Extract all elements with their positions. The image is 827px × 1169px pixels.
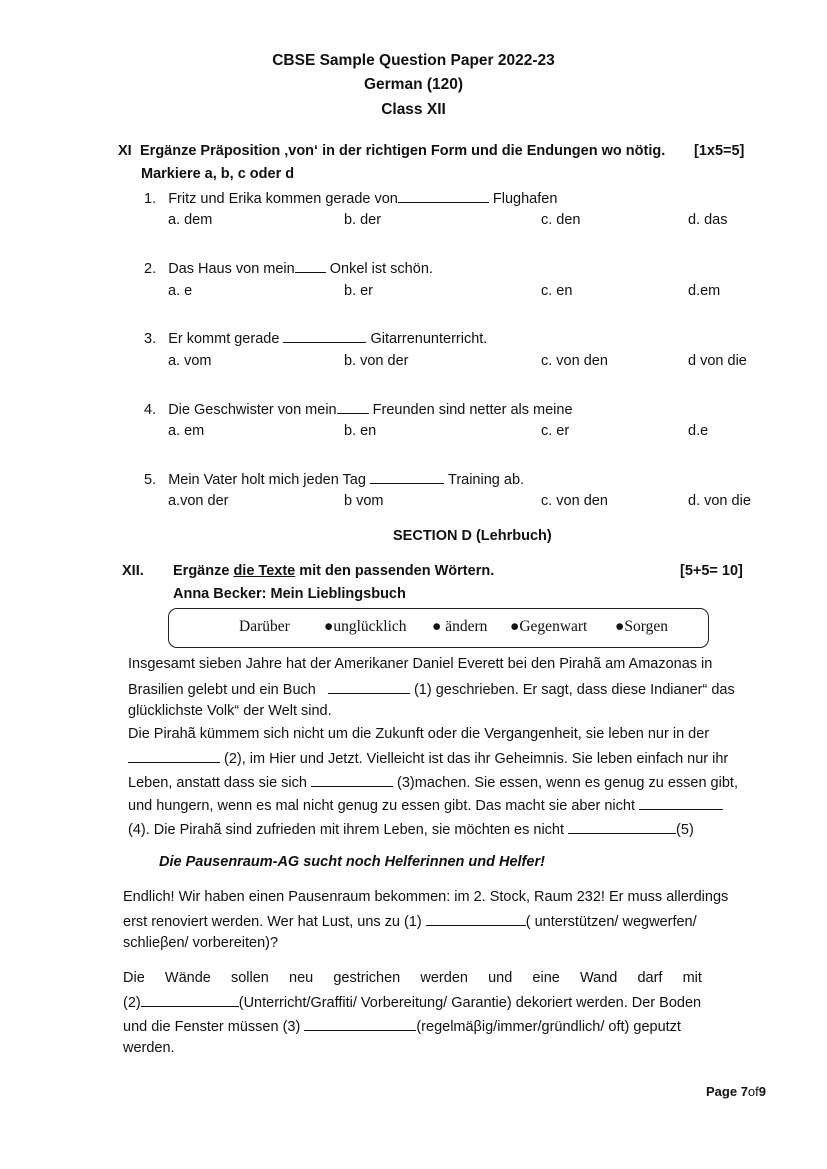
question-text-end: Training ab. [448, 472, 525, 488]
section-xii-marks: [5+5= 10] [680, 563, 743, 579]
option-b[interactable]: b. en [344, 423, 377, 439]
text1-line: glücklichste Volk“ der Welt sind. [128, 703, 332, 719]
section-xi-marks: [1x5=5] [694, 143, 745, 159]
option-d[interactable]: d. von die [688, 493, 751, 509]
question-text: Mein Vater holt mich jeden Tag [168, 472, 366, 488]
text2-line: erst renoviert werden. Wer hat Lust, uns zu (1) ( unterstützen/ wegwerfen/ [123, 914, 697, 930]
option-b[interactable]: b. er [344, 283, 374, 299]
option-c[interactable]: c. er [541, 423, 570, 439]
word-bank-box [168, 608, 709, 648]
option-a[interactable]: a. em [168, 423, 205, 439]
section-xi-number: XI [118, 143, 132, 159]
question-3 [144, 329, 487, 347]
answer-blank[interactable] [568, 820, 676, 834]
text2-line: (2) (Unterricht/Graffiti/ Vorbereitung/ Garantie) dekoriert werden. Der Boden [123, 995, 702, 1011]
option-c[interactable]: c. en [541, 283, 573, 299]
answer-blank[interactable] [141, 993, 239, 1007]
answer-blank[interactable] [304, 1017, 416, 1031]
text1-line: Brasilien gelebt und ein Buch (1) geschrieben. Er sagt, dass diese Indianer“ das [128, 682, 735, 698]
question-2 [144, 259, 433, 277]
option-c[interactable]: c. von den [541, 493, 608, 509]
text2-line: Endlich! Wir haben einen Pausenraum bekommen: im 2. Stock, Raum 232! Er muss allerdings [123, 889, 729, 905]
option-b[interactable]: b vom [344, 493, 384, 509]
text1-line: und hungern, wenn es mal nicht genug zu essen gibt. Das macht sie aber nicht [128, 796, 723, 814]
question-1 [144, 189, 557, 207]
question-text-end: Flughafen [492, 191, 558, 207]
word-bank-item: Darüber [239, 618, 290, 635]
section-xii-number: XII. [122, 563, 144, 579]
word-bank-item: ● ändern [432, 618, 488, 635]
section-xii-instruction: Ergänze die Texte mit den passenden Wörtern. [173, 563, 495, 579]
answer-blank[interactable] [370, 470, 444, 484]
page-number: Page 7of9 [706, 1084, 766, 1099]
section-xi-instruction: Ergänze Präposition ‚von‘ in der richtigen Form und die Endungen wo nötig. [140, 143, 666, 159]
text1-line: (4). Die Pirahã sind zufrieden mit ihrem Leben, sie möchten es nicht (5) [128, 822, 694, 838]
answer-blank[interactable] [328, 680, 410, 694]
text1-line: Die Pirahã kümmem sich nicht um die Zukunft oder die Vergangenheit, sie leben nur in der [128, 726, 710, 742]
text1-line: Insgesamt sieben Jahre hat der Amerikaner Daniel Everett bei den Pirahã am Amazonas in [128, 656, 713, 672]
question-number: 1. [144, 191, 157, 207]
question-text: Das Haus von mein [168, 261, 295, 277]
answer-blank[interactable] [283, 329, 366, 343]
paper-title: CBSE Sample Question Paper 2022-23 [272, 52, 555, 69]
option-d[interactable]: d.e [688, 423, 709, 439]
question-text: Die Geschwister von mein [168, 402, 337, 418]
question-text: Er kommt gerade [168, 331, 280, 347]
question-text-end: Gitarrenunterricht. [370, 331, 488, 347]
section-xii-subtitle: Anna Becker: Mein Lieblingsbuch [173, 586, 406, 602]
text2-line: werden. [123, 1040, 175, 1056]
word-bank-item: ●Gegenwart [510, 618, 588, 635]
question-number: 3. [144, 331, 157, 347]
ad-title: Die Pausenraum-AG sucht noch Helferinnen und Helfer! [159, 854, 545, 870]
question-number: 4. [144, 402, 157, 418]
option-c[interactable]: c. von den [541, 353, 608, 369]
answer-blank[interactable] [426, 912, 526, 926]
answer-blank[interactable] [311, 773, 393, 787]
option-a[interactable]: a. dem [168, 212, 213, 228]
option-a[interactable]: a. vom [168, 353, 212, 369]
question-text-end: Onkel ist schön. [329, 261, 433, 277]
option-d[interactable]: d.em [688, 283, 721, 299]
section-xi-sub-instruction: Markiere a, b, c oder d [141, 166, 295, 182]
question-5 [144, 470, 524, 488]
subject-title: German (120) [363, 76, 464, 93]
class-title: Class XII [381, 101, 446, 118]
text2-line: Die Wände sollen neu gestrichen werden und eine Wand darf mit [123, 970, 702, 986]
question-text: Fritz und Erika kommen gerade von [168, 191, 398, 207]
option-a[interactable]: a. e [168, 283, 193, 299]
answer-blank[interactable] [639, 796, 723, 810]
text1-line: Leben, anstatt dass sie sich (3)machen. Sie essen, wenn es genug zu essen gibt, [128, 775, 738, 791]
option-a[interactable]: a.von der [168, 493, 229, 509]
text2-line: und die Fenster müssen (3) (regelmäβig/immer/gründlich/ oft) geputzt [123, 1019, 681, 1035]
text2-line: schlieβen/ vorbereiten)? [123, 935, 279, 951]
answer-blank[interactable] [337, 400, 369, 414]
answer-blank[interactable] [128, 749, 220, 763]
option-b[interactable]: b. von der [344, 353, 409, 369]
answer-blank[interactable] [295, 259, 326, 273]
section-d-title: SECTION D (Lehrbuch) [393, 528, 552, 544]
question-4 [144, 400, 573, 418]
word-bank-item: ●Sorgen [615, 618, 668, 635]
answer-blank[interactable] [398, 189, 489, 203]
option-c[interactable]: c. den [541, 212, 581, 228]
text1-line: (2), im Hier und Jetzt. Vielleicht ist das ihr Geheimnis. Sie leben einfach nur ihr [128, 749, 728, 767]
option-d[interactable]: d. das [688, 212, 728, 228]
question-number: 2. [144, 261, 157, 277]
word-bank-item: ●unglücklich [324, 618, 407, 635]
option-b[interactable]: b. der [344, 212, 382, 228]
option-d[interactable]: d von die [688, 353, 747, 369]
question-number: 5. [144, 472, 157, 488]
question-text-end: Freunden sind netter als meine [372, 402, 573, 418]
